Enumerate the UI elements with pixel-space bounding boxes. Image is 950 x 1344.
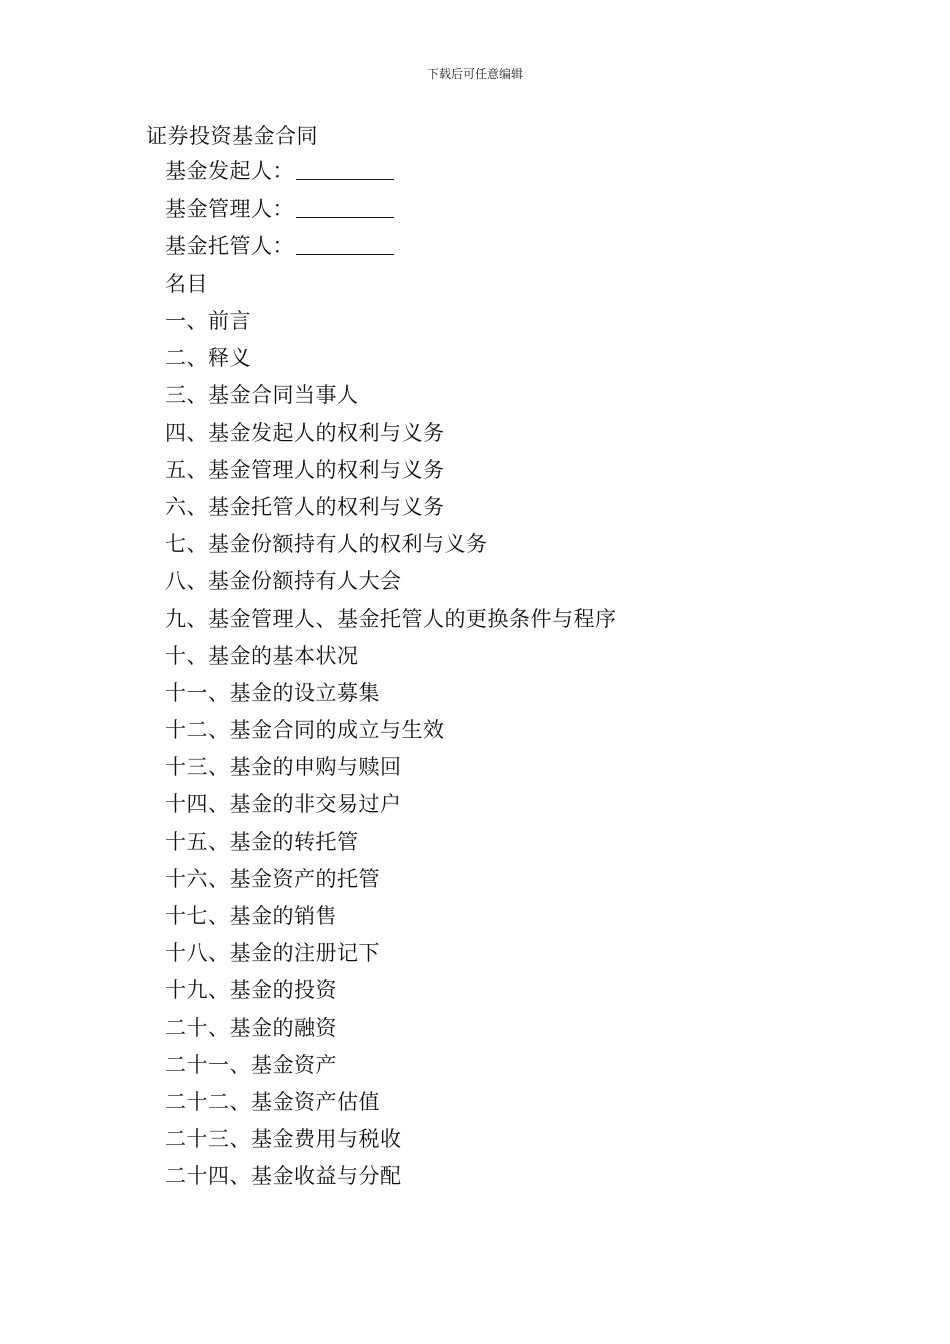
toc-item: 二、释义	[165, 346, 251, 371]
toc-item: 九、基金管理人、基金托管人的更换条件与程序	[165, 606, 617, 631]
toc-heading: 名目	[165, 272, 208, 296]
toc-item: 十三、基金的申购与赎回	[165, 755, 402, 780]
toc-item: 一、前言	[165, 309, 251, 333]
fill-in-blank-custodian[interactable]	[296, 232, 394, 255]
toc-item: 十七、基金的销售	[165, 904, 337, 928]
toc-item: 十、基金的基本状况	[165, 643, 359, 668]
table-of-contents	[165, 307, 617, 1200]
toc-item: 十四、基金的非交易过户	[165, 792, 402, 817]
party-list	[165, 157, 394, 270]
toc-item: 六、基金托管人的权利与义务	[165, 494, 445, 519]
toc-item: 二十四、基金收益与分配	[165, 1164, 402, 1189]
toc-item: 五、基金管理人的权利与义务	[165, 457, 445, 482]
toc-item: 三、基金合同当事人	[165, 383, 359, 408]
party-line-custodian	[165, 232, 394, 270]
toc-item: 十六、基金资产的托管	[165, 866, 380, 891]
toc-item: 七、基金份额持有人的权利与义务	[165, 532, 488, 557]
toc-item: 二十一、基金资产	[165, 1052, 337, 1077]
party-line-manager	[165, 195, 394, 233]
fill-in-blank-manager[interactable]	[296, 195, 394, 218]
toc-item: 二十、基金的融资	[165, 1015, 337, 1040]
party-label-manager: 基金管理人：	[165, 196, 294, 221]
toc-item: 四、基金发起人的权利与义务	[165, 420, 445, 445]
document-title: 证券投资基金合同	[146, 124, 318, 148]
toc-item: 十九、基金的投资	[165, 978, 337, 1003]
toc-item: 十五、基金的转托管	[165, 829, 359, 854]
toc-item: 二十三、基金费用与税收	[165, 1127, 402, 1152]
party-line-sponsor	[165, 157, 394, 195]
toc-item: 十八、基金的注册记下	[165, 941, 380, 966]
fill-in-blank-sponsor[interactable]	[296, 157, 394, 180]
party-label-custodian: 基金托管人：	[165, 234, 294, 258]
toc-item: 十一、基金的设立募集	[165, 680, 380, 705]
toc-item: 八、基金份额持有人大会	[165, 569, 402, 594]
page-header-note: 下载后可任意编辑	[426, 67, 523, 81]
party-label-sponsor: 基金发起人：	[165, 159, 294, 183]
toc-item: 十二、基金合同的成立与生效	[165, 718, 445, 743]
toc-item: 二十二、基金资产估值	[165, 1089, 380, 1114]
